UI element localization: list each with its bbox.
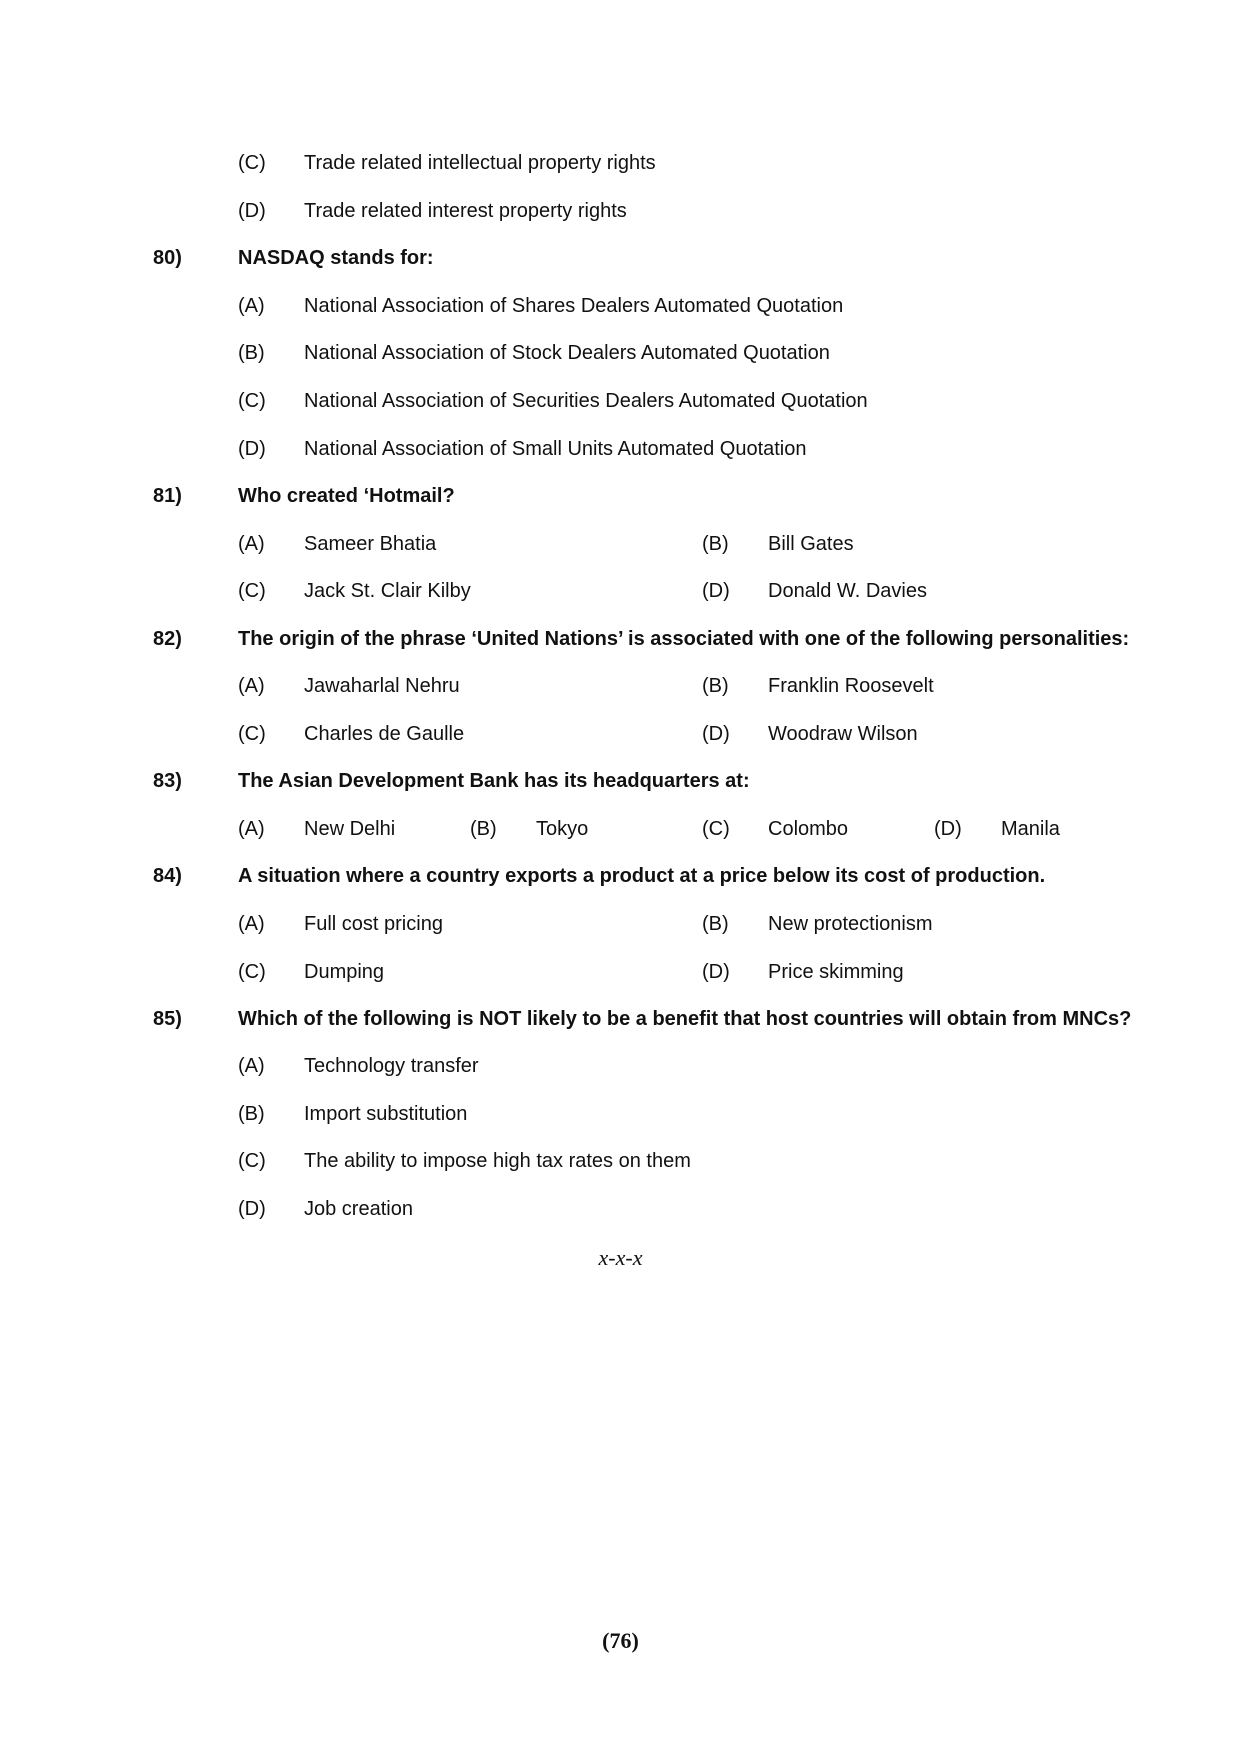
option-label: (D) bbox=[934, 818, 962, 840]
option-label: (B) bbox=[470, 818, 497, 840]
option-label: (B) bbox=[238, 1103, 265, 1125]
option-text: National Association of Shares Dealers Automated Quotation bbox=[304, 295, 844, 317]
option-label: (A) bbox=[238, 913, 265, 935]
option-label: (A) bbox=[238, 533, 265, 555]
option-label: (C) bbox=[238, 1150, 266, 1172]
question-text: A situation where a country exports a product at a price below its cost of production. bbox=[238, 865, 1046, 887]
option-label: (D) bbox=[238, 1198, 266, 1220]
question-text: The origin of the phrase ‘United Nations’ is associated with one of the following personalities: bbox=[238, 628, 1130, 650]
option-label: (C) bbox=[702, 818, 730, 840]
option-text: Full cost pricing bbox=[304, 913, 443, 935]
page-number: (76) bbox=[602, 1628, 639, 1653]
question-text: Who created ‘Hotmail? bbox=[238, 485, 455, 507]
option-text: National Association of Securities Dealers Automated Quotation bbox=[304, 390, 868, 412]
question-number: 81) bbox=[153, 485, 182, 507]
option-label: (B) bbox=[702, 533, 729, 555]
option-label: (D) bbox=[702, 961, 730, 983]
option-label: (A) bbox=[238, 818, 265, 840]
option-text: Technology transfer bbox=[304, 1055, 479, 1077]
question-text: The Asian Development Bank has its headquarters at: bbox=[238, 770, 750, 792]
option-label: (B) bbox=[238, 342, 265, 364]
option-text: The ability to impose high tax rates on them bbox=[304, 1150, 691, 1172]
option-text: Franklin Roosevelt bbox=[768, 675, 934, 697]
option-text: Trade related intellectual property rights bbox=[304, 152, 656, 174]
option-label: (D) bbox=[238, 438, 266, 460]
option-label: (C) bbox=[238, 390, 266, 412]
option-label: (B) bbox=[702, 675, 729, 697]
option-label: (C) bbox=[238, 723, 266, 745]
question-number: 80) bbox=[153, 247, 182, 269]
option-label: (A) bbox=[238, 1055, 265, 1077]
option-label: (A) bbox=[238, 295, 265, 317]
question-number: 83) bbox=[153, 770, 182, 792]
option-text: Woodraw Wilson bbox=[768, 723, 918, 745]
option-text: Dumping bbox=[304, 961, 385, 983]
option-label: (D) bbox=[702, 580, 730, 602]
question-number: 85) bbox=[153, 1008, 182, 1030]
option-text: Donald W. Davies bbox=[768, 580, 927, 602]
option-text: Trade related interest property rights bbox=[304, 200, 627, 222]
option-label: (C) bbox=[238, 961, 266, 983]
option-label: (C) bbox=[238, 152, 266, 174]
question-number: 84) bbox=[153, 865, 182, 887]
option-text: Manila bbox=[1001, 818, 1060, 840]
option-text: New protectionism bbox=[768, 913, 933, 935]
question-number: 82) bbox=[153, 628, 182, 650]
option-text: Bill Gates bbox=[768, 533, 854, 555]
option-text: Colombo bbox=[768, 818, 849, 840]
question-text: NASDAQ stands for: bbox=[238, 247, 434, 269]
option-label: (B) bbox=[702, 913, 729, 935]
option-text: Import substitution bbox=[304, 1103, 468, 1125]
option-label: (C) bbox=[238, 580, 266, 602]
question-text: Which of the following is NOT likely to be a benefit that host countries will obtain from MNCs? bbox=[238, 1008, 1132, 1030]
option-label: (D) bbox=[238, 200, 266, 222]
option-text: Job creation bbox=[304, 1198, 413, 1220]
option-label: (A) bbox=[238, 675, 265, 697]
option-text: New Delhi bbox=[304, 818, 396, 840]
option-text: Sameer Bhatia bbox=[304, 533, 437, 555]
option-text: Jack St. Clair Kilby bbox=[304, 580, 471, 602]
option-text: National Association of Small Units Automated Quotation bbox=[304, 438, 807, 460]
option-label: (D) bbox=[702, 723, 730, 745]
option-text: Tokyo bbox=[536, 818, 589, 840]
option-text: Jawaharlal Nehru bbox=[304, 675, 460, 697]
option-text: Price skimming bbox=[768, 961, 904, 983]
option-text: Charles de Gaulle bbox=[304, 723, 465, 745]
option-text: National Association of Stock Dealers Automated Quotation bbox=[304, 342, 830, 364]
end-mark: x-x-x bbox=[598, 1245, 643, 1270]
